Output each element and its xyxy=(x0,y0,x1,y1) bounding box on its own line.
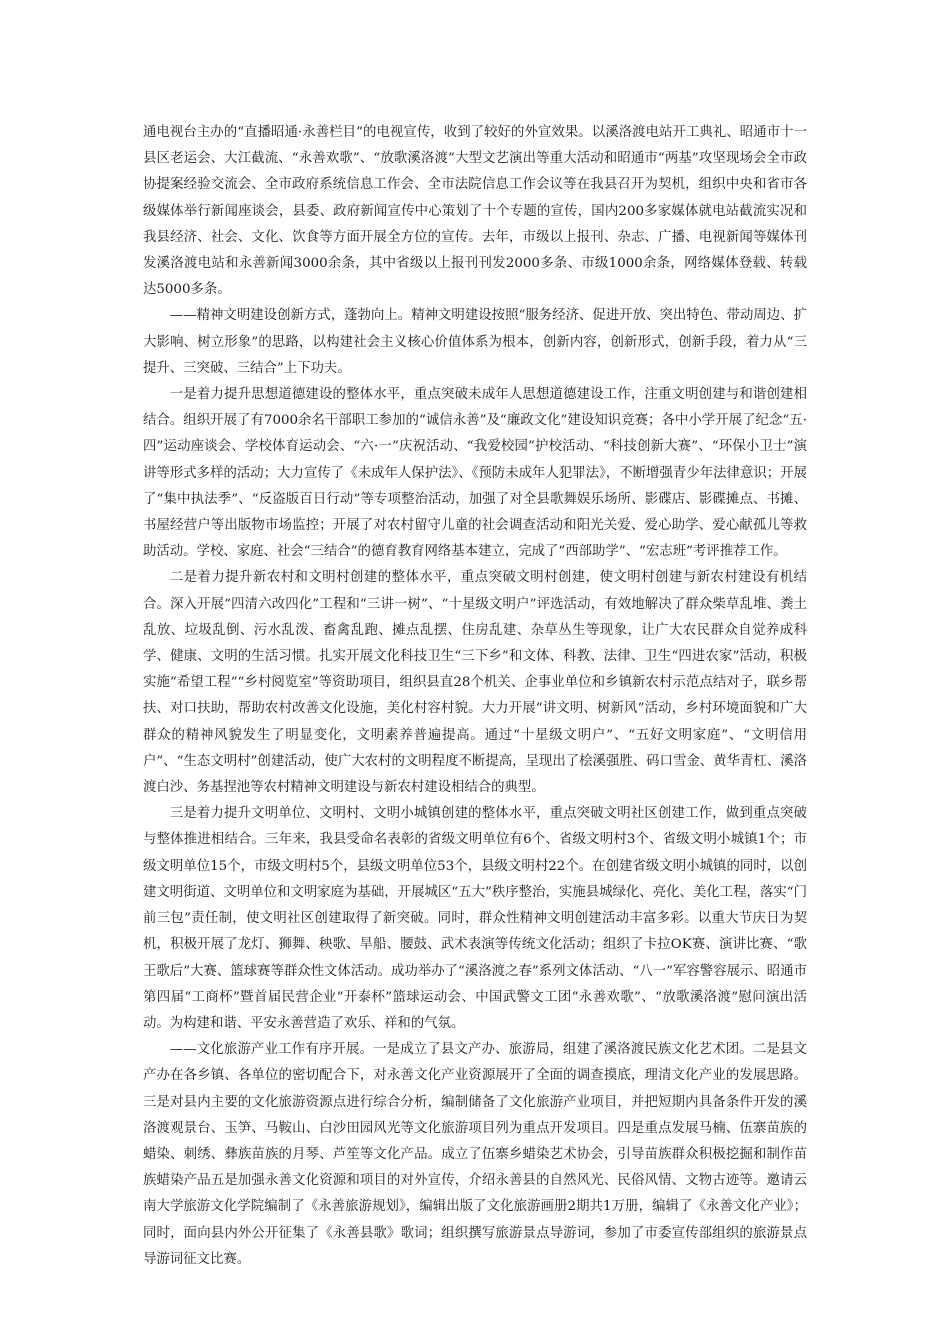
paragraph-spiritual-civilization: ——精神文明建设创新方式，蓬勃向上。精神文明建设按照“服务经济、促进开放、突出特色、带动周边、扩大影响、树立形象”的思路，以构建社会主义核心价值体系为根本，创新内容，创新形式，创新手段，着力从“三提升、三突破、三结合”上下功夫。 xyxy=(143,308,807,376)
document-body xyxy=(143,120,807,1273)
paragraph-media-publicity: 通电视台主办的“直播昭通·永善栏目”的电视宣传，收到了较好的外宣效果。以溪洛渡电站开工典礼、昭通市十一县区老运会、大江截流、“永善欢歌”、“放歌溪洛渡”大型文艺演出等重大活动和昭通市“两基”攻坚现场会全市政协提案经验交流会、全市政府系统信息工作会、全市法院信息工作会议等在我县召开为契机，组织中央和省市各级媒体举行新闻座谈会，县委、政府新闻宣传中心策划了十个专题的宣传，国内200多家媒体就电站截流实况和我县经济、社会、文化、饮食等方面开展全方位的宣传。去年，市级以上报刊、杂志、广播、电视新闻等媒体刊发溪洛渡电站和永善新闻3000余条，其中省级以上报刊刊发2000多条、市级1000余条，网络媒体登载、转载达5000多条。 xyxy=(143,125,807,298)
paragraph-civilized-unit: 三是着力提升文明单位、文明村、文明小城镇创建的整体水平，重点突破文明社区创建工作，做到重点突破与整体推进相结合。三年来，我县受命名表彰的省级文明单位有6个、省级文明村3个、省级文明小城镇1个；市级文明单位15个，市级文明村5个，县级文明单位53个，县级文明村22个。在创建省级文明小城镇的同时，以创建文明街道、文明单位和文明家庭为基础，开展城区“五大”秩序整治，实施县城绿化、亮化、美化工程，落实“门前三包”责任制，使文明社区创建取得了新突破。同时，群众性精神文明创建活动丰富多彩。以重大节庆日为契机，积极开展了龙灯、狮舞、秧歌、旱船、腰鼓、武术表演等传统文化活动；组织了卡拉OK赛、演讲比赛、“歌王歌后”大赛、篮球赛等群众性文体活动。成功举办了“溪洛渡之春”系列文体活动、“八一”军容警容展示、昭通市第四届“工商杯”暨首届民营企业“开泰杯”篮球运动会、中国武警文工团“永善欢歌”、“放歌溪洛渡”慰问演出活动。为构建和谐、平安永善营造了欢乐、祥和的气氛。 xyxy=(143,806,807,1031)
paragraph-culture-tourism: ——文化旅游产业工作有序开展。一是成立了县文产办、旅游局，组建了溪洛渡民族文化艺术团。二是县文产办在各乡镇、各单位的密切配合下，对永善文化产业资源展开了全面的调查摸底，理清文化产业的发展思路。三是对县内主要的文化旅游资源点进行综合分析，编制储备了文化旅游产业项目，并把短期内具备条件开发的溪洛渡观景台、玉笋、马鞍山、白沙田园风光等文化旅游项目列为重点开发项目。四是重点发展马楠、伍寨苗族的蜡染、刺绣、彝族苗族的月琴、芦笙等文化产品。成立了伍寨乡蜡染艺术协会，引导苗族群众积极挖掘和制作苗族蜡染产品五是加强永善文化资源和项目的对外宣传，介绍永善县的自然风光、民俗风情、文物古迹等。邀请云南大学旅游文化学院编制了《永善旅游规划》，编辑出版了文化旅游画册2期共1万册，编辑了《永善文化产业》；同时，面向县内外公开征集了《永善县歌》歌词；组织撰写旅游景点导游词，参加了市委宣传部组织的旅游景点导游词征文比赛。 xyxy=(143,1042,807,1267)
paragraph-moral-construction: 一是着力提升思想道德建设的整体水平，重点突破未成年人思想道德建设工作，注重文明创建与和谐创建相结合。组织开展了有7000余名干部职工参加的“诚信永善”及“廉政文化”建设知识竞赛；各中小学开展了纪念“五·四”运动座谈会、学校体育运动会、“六·一”庆祝活动、“我爱校园”护校活动、“科技创新大赛”、“环保小卫士”演讲等形式多样的活动；大力宣传了《未成年人保护法》、《预防未成年人犯罪法》，不断增强青少年法律意识；开展了“集中执法季”、“反盗版百日行动”等专项整治活动，加强了对全县歌舞娱乐场所、影碟店、影碟摊点、书摊、书屋经营户等出版物市场监控；开展了对农村留守儿童的社会调查活动和阳光关爱、爱心助学、爱心献孤儿等救助活动。学校、家庭、社会“三结合”的德育教育网络基本建立，完成了“西部助学”、“宏志班”考评推荐工作。 xyxy=(143,387,807,560)
paragraph-civilized-village: 二是着力提升新农村和文明村创建的整体水平，重点突破文明村创建，使文明村创建与新农村建设有机结合。深入开展“四清六改四化”工程和“三讲一树”、“十星级文明户”评选活动，有效地解决了群众柴草乱堆、粪土乱放、垃圾乱倒、污水乱泼、畜禽乱跑、摊点乱摆、住房乱建、杂草丛生等现象，让广大农民群众自觉养成科学、健康、文明的生活习惯。扎实开展文化科技卫生“三下乡”和文体、科教、法律、卫生“四进农家”活动，积极实施“希望工程”“乡村阅览室”等资助项目，组织县直28个机关、企事业单位和乡镇新农村示范点结对子，联乡帮扶、对口扶助，帮助农村改善文化设施，美化村容村貌。大力开展“讲文明、树新风”活动，乡村环境面貌和广大群众的精神风貌发生了明显变化，文明素养普遍提高。通过“十星级文明户”、“五好文明家庭”、“文明信用户”、“生态文明村”创建活动，使广大农村的文明程度不断提高，呈现出了桧溪强胜、码口雪金、黄华青杠、溪洛渡白沙、务基捏池等农村精神文明建设与新农村建设相结合的典型。 xyxy=(143,570,807,796)
